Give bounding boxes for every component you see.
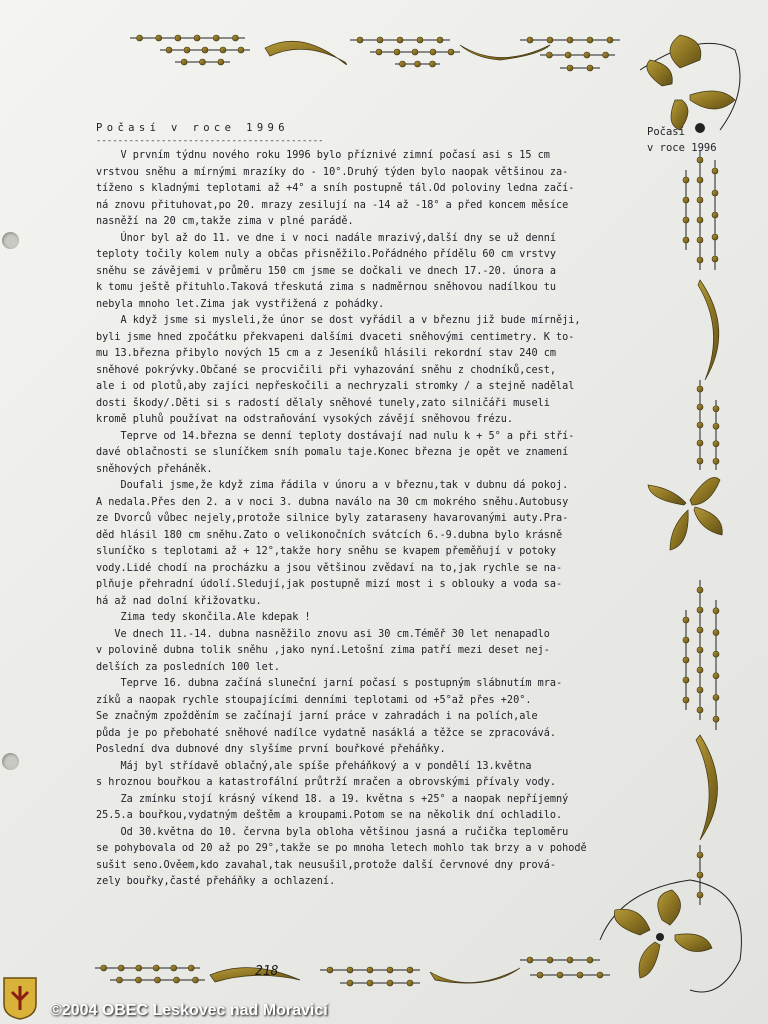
text-line: se pohybovala od 20 až po 29°,takže se po mnoha letech mohlo tak brzy a v pohodě <box>96 843 587 854</box>
text-line: davé oblačnosti se sluníčkem sníh pomalu taje.Konec března je opět ve znamení <box>96 447 569 458</box>
copyright-watermark: ©2004 OBEC Leskovec nad Moravicí <box>50 1002 328 1019</box>
text-line: Teprve 16. dubna začíná sluneční jarní počasí s postupným slábnutím mra- <box>96 678 563 689</box>
page-title: Počasí v roce 1996 <box>96 122 289 134</box>
text-line: Ve dnech 11.-14. dubna nasněžilo znovu asi 30 cm.Téměř 30 let nenapadlo <box>96 628 550 640</box>
text-line: s hroznou bouřkou a katastrofální průtrží mračen a obrovskými přívaly vody. <box>96 777 557 788</box>
text-line: k tomu ještě přituhlo.Taková třeskutá zima s nadměrnou sněhovou nadílkou tu <box>96 282 557 293</box>
margin-note-line: v roce 1996 <box>647 142 717 154</box>
text-line: Únor byl až do 11. ve dne i v noci nadále mrazivý,další dny se už denní <box>96 232 557 244</box>
main-text <box>96 120 634 891</box>
text-line: sněhu se závějemi v průměru 150 cm jsme se dočkali ve dnech 17.-20. února a <box>96 265 557 277</box>
text-line: vrstvou sněhu a mírnými mrazíky do - 10°.Druhý týden bylo naopak většinou za- <box>96 166 569 178</box>
text-line: Teprve od 14.března se denní teploty dostávají nad nulu k + 5° a při stří- <box>96 430 575 442</box>
text-line: byli jsme hned zpočátku překvapeni dalšími dvaceti sněhovými centimetry. K to- <box>96 331 575 343</box>
text-line: Poslední dva dubnové dny slyšíme první bouřkové přeháňky. <box>96 744 446 755</box>
page-number: 218 <box>255 964 279 979</box>
text-line: tíženo s kladnými teplotami až +4° a sníh postupně tál.Od poloviny ledna začí- <box>96 183 575 194</box>
text-line: sluníčko s teplotami až + 12°,takže hory sněhu se kvapem přeměňují v potoky <box>96 546 557 557</box>
text-line: 25.5.a bouřkou,vydatným deštěm a kroupami.Potom se na několik dní ochladilo. <box>96 810 563 821</box>
text-line: ale i od plotů,aby zajíci nepřeskočili a nechryzali stromky / a stejně nadělal <box>96 381 575 392</box>
body-text <box>96 148 634 891</box>
text-line: mu 13.března přibylo nových 15 cm a z Jeseníků hlásili rekordní stav 240 cm <box>96 348 557 359</box>
text-line: ná znovu přituhovat,po 20. mrazy zesilují na -14 až -18° a před koncem měsíce <box>96 199 569 211</box>
margin-note-line: Počasí <box>647 126 685 138</box>
text-line: zely bouřky,časté přeháňky a ochlazení. <box>96 876 336 887</box>
text-line: Za zmínku stojí krásný víkend 18. a 19. května s +25° a naopak nepříjemný <box>96 793 569 805</box>
text-line: vody.Lidé chodí na procházku a jsou většinou zvědaví na to,jak rychle se na- <box>96 562 563 574</box>
text-line: plňuje přehradní údolí.Sledují,jak postupně mizí most i s oblouky a voda sa- <box>96 579 563 590</box>
text-line: nebyla mnoho let.Zima jak vystřižená z pohádky. <box>96 298 385 310</box>
text-line: Máj byl střídavě oblačný,ale spíše přeháňkový a v pondělí 13.května <box>96 760 532 772</box>
text-line: dosti škody/.Děti si s radostí dělaly sněhové tunely,zato silničáři museli <box>96 397 550 409</box>
text-line: nasněží na 20 cm,takže zima v plné parádě. <box>96 216 354 227</box>
text-line: há až nad dolní křižovatku. <box>96 595 262 607</box>
text-line: Doufali jsme,že když zima řádila v únoru a v březnu,tak v dubnu dá pokoj. <box>96 480 569 491</box>
text-line: v polovině dubna tolik sněhu ,jako nyní.Letošní zima patří mezi deset nej- <box>96 645 550 656</box>
title-underline: ------------------------------------------ <box>96 136 324 146</box>
text-line: děd hlásil 180 cm sněhu.Zato o velikonočních svátcích 6.-9.dubna bylo krásně <box>96 529 563 541</box>
text-line: Se značným zpožděním se začínají jarní práce v zahradách i na polích,ale <box>96 711 538 722</box>
text-line: V prvním týdnu nového roku 1996 bylo příznivé zimní počasí asi s 15 cm <box>96 150 550 161</box>
text-line: A nedala.Přes den 2. a v noci 3. dubna naválo na 30 cm mokrého sněhu.Autobusy <box>96 496 569 508</box>
text-line: Od 30.května do 10. června byla obloha většinou jasná a ručička teploměru <box>96 826 569 838</box>
text-line: Zima tedy skončila.Ale kdepak ! <box>96 612 311 623</box>
text-line: ze Dvorců vůbec nejely,protože silnice byly zataraseny havarovanými auty.Pra- <box>96 513 569 524</box>
text-line: sněhových přeháněk. <box>96 463 213 475</box>
text-line: teploty točily kolem nuly a občas přisněžilo.Pořádného přídělu 60 cm vrstvy <box>96 249 557 260</box>
text-line: A když jsme si mysleli,že únor se dost vyřádil a v březnu již bude mírněji, <box>96 315 581 326</box>
village-emblem-icon <box>2 976 38 1020</box>
text-line: sněhové pokrývky.Občané se procvičili při vyhazování sněhu z chodníků,cest, <box>96 364 557 376</box>
text-line: zíků a naopak rychle stoupajícími denními teplotami od +5°až přes +20°. <box>96 694 532 706</box>
text-line: sušit seno.Ověem,kdo zavahal,tak neusušil,protože další červnové dny prová- <box>96 859 557 871</box>
text-line: kromě pluhů používat na odstraňování vysokých závějí sněhovou frézu. <box>96 414 514 425</box>
margin-note <box>647 124 717 156</box>
text-line: delších za posledních 100 let. <box>96 661 281 673</box>
text-line: půda je po přebohaté sněhové nadílce vydatně nasáklá a těžce se zpracovává. <box>96 727 557 739</box>
